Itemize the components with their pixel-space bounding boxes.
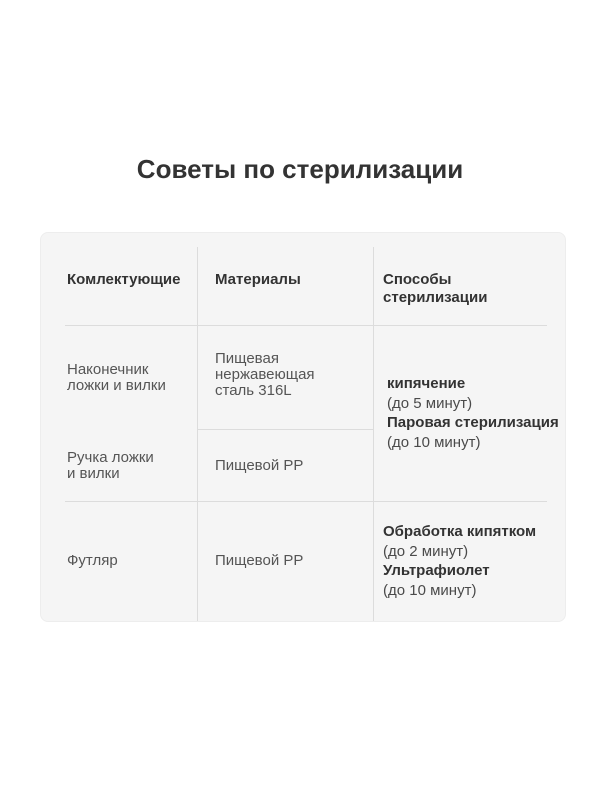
page-title: Советы по стерилизации — [136, 154, 464, 184]
table-row-3-material: Пищевой PP — [215, 552, 304, 569]
method-name: Ультрафиолет — [383, 562, 490, 579]
table-row-2-component: Ручка ложки и вилки — [67, 449, 154, 482]
column-divider — [373, 247, 374, 621]
row-divider — [197, 429, 373, 430]
table-row-1-material: Пищевая нержавеющая сталь 316L — [215, 350, 315, 399]
method-note: (до 10 минут) — [383, 581, 477, 599]
header-materials: Материалы — [215, 271, 301, 288]
table-row-2-material: Пищевой PP — [215, 457, 304, 474]
header-components: Комлектующие — [67, 271, 181, 288]
header-divider — [65, 325, 547, 326]
method-note: (до 10 минут) — [387, 433, 481, 451]
table-row-1-component: Наконечник ложки и вилки — [67, 361, 166, 394]
sterilization-table — [40, 232, 566, 622]
methods-group-2 — [383, 522, 536, 600]
method-note: (до 2 минут) — [383, 542, 469, 560]
method-name: кипячение — [387, 375, 466, 392]
header-methods: Способы стерилизации — [383, 271, 488, 306]
method-note: (до 5 минут) — [387, 394, 473, 412]
method-name: Паровая стерилизация — [387, 414, 559, 431]
table-row-3-component: Футляр — [67, 552, 118, 569]
column-divider — [197, 247, 198, 621]
methods-group-1 — [387, 374, 559, 452]
row-divider — [65, 501, 547, 502]
method-name: Обработка кипятком — [383, 523, 537, 540]
